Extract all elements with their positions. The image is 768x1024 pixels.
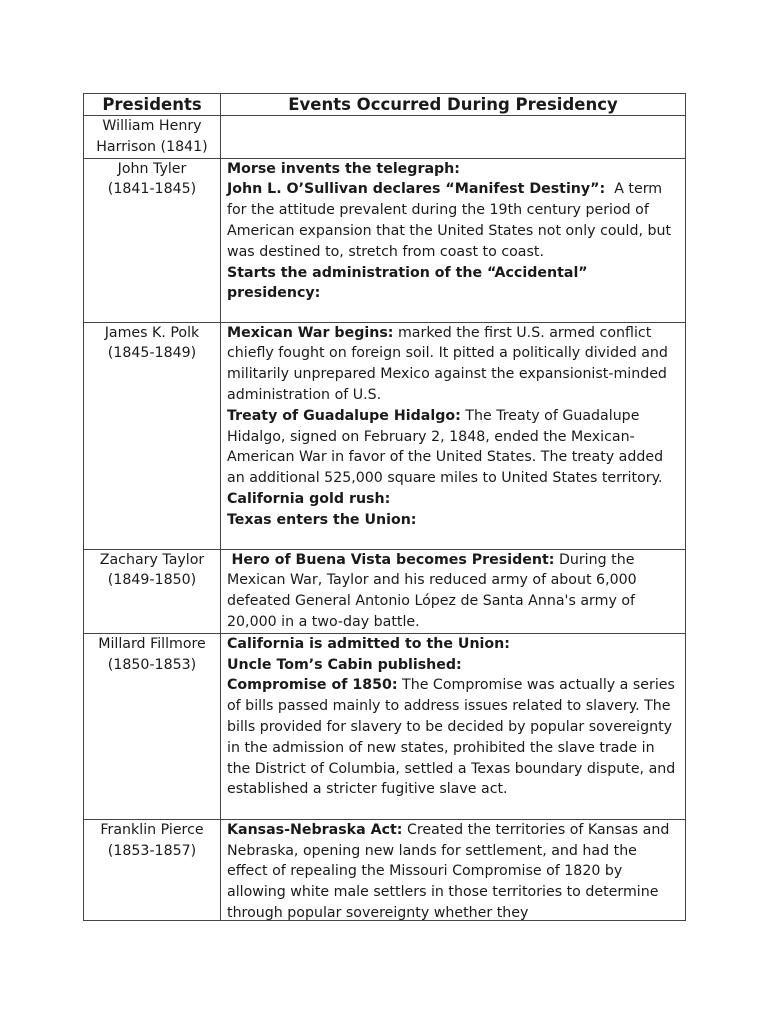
president-cell [84,116,221,159]
event-title: Morse invents the telegraph: [227,160,460,177]
event-title: Mexican War begins: [227,324,394,341]
presidents-table [83,93,686,921]
event-entry [227,820,682,920]
president-name: James K. Polk [104,324,200,341]
event-entry [227,159,682,180]
header-presidents: Presidents [84,94,221,116]
event-entry [227,179,682,262]
president-name: John Tyler [117,160,187,177]
event-description: The Compromise was actually a series of bills passed mainly to address issues related to slavery. The bills provided for slavery to be decided by popular sovereignty in the admission of new states, prohibited the slave trade in the District of Columbia, settled a Texas boundary dispute, and established a stricter fugitive slave act. [227,677,676,798]
event-entry [227,510,682,531]
table-row [84,633,686,819]
event-title: Hero of Buena Vista becomes President: [231,551,555,568]
president-term: (1853-1857) [107,842,197,859]
events-cell [221,116,686,159]
president-name: Franklin Pierce [100,821,204,838]
events-cell [221,819,686,920]
header-events: Events Occurred During Presidency [221,94,686,116]
events-cell [221,322,686,549]
president-term: (1849-1850) [107,572,197,589]
events-cell [221,633,686,819]
event-entry [227,406,682,489]
president-name: Zachary Taylor [99,551,205,568]
president-cell [84,322,221,549]
event-entry [227,263,682,305]
table-row [84,549,686,633]
event-description: marked the first U.S. armed conflict chiefly fought on foreign soil. It pitted a politically divided and militarily unprepared Mexico against the expansionist-minded administration of U.S. [227,324,668,403]
events-cell [221,158,686,322]
event-entry [227,489,682,510]
event-description: The Treaty of Guadalupe Hidalgo, signed on February 2, 1848, ended the Mexican-American War in favor of the United States. The treaty added an additional 525,000 square miles to United States territory. [227,407,664,487]
president-name: Millard Fillmore [98,635,206,652]
event-title: California gold rush: [227,490,391,507]
event-entry [227,550,682,633]
event-entry [227,323,682,406]
president-term: (1850-1853) [107,656,197,673]
event-title: Kansas-Nebraska Act: [227,821,403,838]
table-row [84,819,686,920]
event-entry [227,634,682,655]
event-entry [227,675,682,800]
table-row [84,116,686,159]
event-title: Compromise of 1850: [227,677,398,694]
event-title: California is admitted to the Union: [227,635,510,652]
president-name: William Henry Harrison (1841) [96,118,208,155]
president-term: (1841-1845) [107,181,197,198]
event-title: Treaty of Guadalupe Hidalgo: [227,407,461,424]
event-title: Texas enters the Union: [227,511,417,528]
event-description: A term for the attitude prevalent during the 19th century period of American expansion that the United States not only could, but was destined to, stretch from coast to coast. [227,181,672,260]
president-cell [84,158,221,322]
president-term: (1845-1849) [107,345,197,362]
president-cell [84,633,221,819]
table-row [84,322,686,549]
president-cell [84,819,221,920]
event-title: Starts the administration of the “Accidental” presidency: [227,264,588,302]
header-row [84,94,686,116]
event-entry [227,655,682,676]
table-row [84,158,686,322]
event-description: Created the territories of Kansas and Nebraska, opening new lands for settlement, and had the effect of repealing the Missouri Compromise of 1820 by allowing white male settlers in those territories to determine through popular sovereignty whether they [227,821,670,920]
event-title: Uncle Tom’s Cabin published: [227,656,462,673]
president-cell [84,549,221,633]
event-title: John L. O’Sullivan declares “Manifest Destiny”: [227,181,606,198]
event-description: During the Mexican War, Taylor and his reduced army of about 6,000 defeated General Antonio López de Santa Anna's army of 20,000 in a two-day battle. [227,551,637,630]
events-cell [221,549,686,633]
